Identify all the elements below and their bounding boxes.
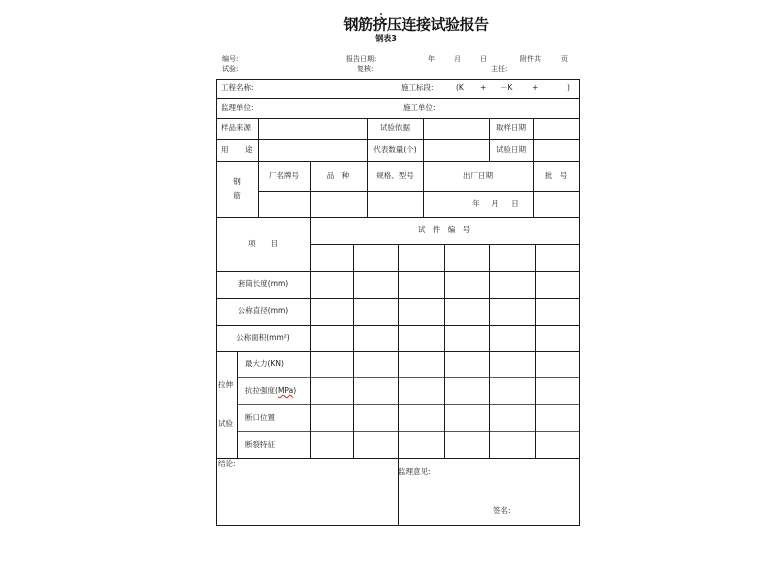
table-line <box>310 244 580 245</box>
rebar-col-variety: 品 种 <box>326 171 350 180</box>
tensile-label-2: 试验 <box>218 419 233 428</box>
section-part: + <box>480 83 487 92</box>
table-line <box>489 244 490 458</box>
table-line <box>444 244 445 458</box>
tensile-strength-unit: MPa <box>277 386 294 395</box>
number-label: 编号: <box>222 55 239 63</box>
report-title: 钢筋挤压连接试验报告 <box>343 15 489 34</box>
use-label-2: 途 <box>245 145 253 154</box>
table-line <box>535 244 536 458</box>
table-border-right <box>579 79 580 526</box>
project-name-label: 工程名称: <box>221 83 254 92</box>
section-part: ) <box>567 83 570 92</box>
section-part: －K <box>500 83 513 92</box>
table-border-bottom <box>216 525 580 526</box>
fracture-position-label: 断口位置 <box>245 413 275 422</box>
section-label: 施工标段: <box>401 83 434 92</box>
sampling-date-label: 取样日期 <box>496 123 526 132</box>
supervisor-unit-label: 监理单位: <box>221 103 254 112</box>
table-line <box>237 351 238 458</box>
supervisor-opinion-label: 监理意见: <box>398 467 431 476</box>
tensile-label-1: 拉伸 <box>218 380 233 389</box>
rebar-col-factory-date: 出厂日期 <box>463 171 493 180</box>
rebar-col-batch: 批 号 <box>544 171 568 180</box>
attachment-label: 附件共 <box>520 55 541 63</box>
table-line <box>216 217 580 218</box>
contractor-unit-label: 施工单位: <box>403 103 436 112</box>
tensile-strength-suffix: ) <box>293 386 297 395</box>
table-border-top <box>216 79 580 80</box>
table-border-left <box>216 79 217 526</box>
sleeve-length-label: 套筒长度(mm) <box>237 279 289 288</box>
section-part: (K <box>456 83 464 92</box>
max-force-label: 最大力(KN) <box>245 359 284 368</box>
table-line <box>533 118 534 217</box>
section-part: + <box>532 83 539 92</box>
conclusion-label: 结论: <box>218 459 236 468</box>
report-month: 月 <box>454 55 461 63</box>
tester-label: 试验: <box>222 65 239 73</box>
table-line <box>489 118 490 161</box>
test-basis-label: 试验依据 <box>380 123 410 132</box>
table-line <box>310 161 311 458</box>
table-line <box>216 139 580 140</box>
test-date-label: 试验日期 <box>496 145 526 154</box>
nominal-area-label: 公称面积(mm²) <box>236 333 290 342</box>
sample-source-label: 样品来源 <box>221 123 251 132</box>
table-line <box>237 404 580 405</box>
table-line <box>258 191 580 192</box>
director-label: 主任: <box>491 65 508 73</box>
table-line <box>216 161 580 162</box>
report-year: 年 <box>428 55 435 63</box>
nominal-diameter-label: 公称直径(mm) <box>237 306 289 315</box>
fracture-feature-label: 断裂特征 <box>245 440 275 449</box>
rebar-date-month: 月 <box>491 199 499 208</box>
tensile-strength-label <box>245 386 296 396</box>
specimen-number-header: 试 件 编 号 <box>417 225 471 234</box>
use-label-1: 用 <box>221 145 229 154</box>
report-day: 日 <box>480 55 487 63</box>
form-code: 钢表3 <box>375 34 397 43</box>
table-line <box>367 118 368 217</box>
rebar-col-manufacturer: 厂名牌号 <box>269 171 299 180</box>
table-line <box>423 118 424 217</box>
pages-label: 页 <box>561 55 568 63</box>
rebar-label-1: 钢 <box>233 177 241 186</box>
table-line <box>258 118 259 217</box>
signature-label: 签名: <box>493 506 511 515</box>
report-date-label: 报告日期: <box>346 55 377 63</box>
rebar-col-spec: 规格、型号 <box>376 171 414 180</box>
reviewer-label: 复核: <box>357 65 374 73</box>
table-line <box>216 98 580 99</box>
table-line <box>353 244 354 458</box>
quantity-label: 代表数量(个) <box>373 145 417 154</box>
rebar-label-2: 筋 <box>233 191 241 200</box>
table-line <box>237 431 580 432</box>
rebar-date-day: 日 <box>511 199 519 208</box>
item-label: 项 目 <box>248 239 278 248</box>
tensile-strength-prefix: 抗拉强度( <box>245 386 278 395</box>
table-line <box>237 377 580 378</box>
table-line <box>398 244 399 525</box>
table-line <box>216 118 580 119</box>
rebar-date-year: 年 <box>472 199 480 208</box>
